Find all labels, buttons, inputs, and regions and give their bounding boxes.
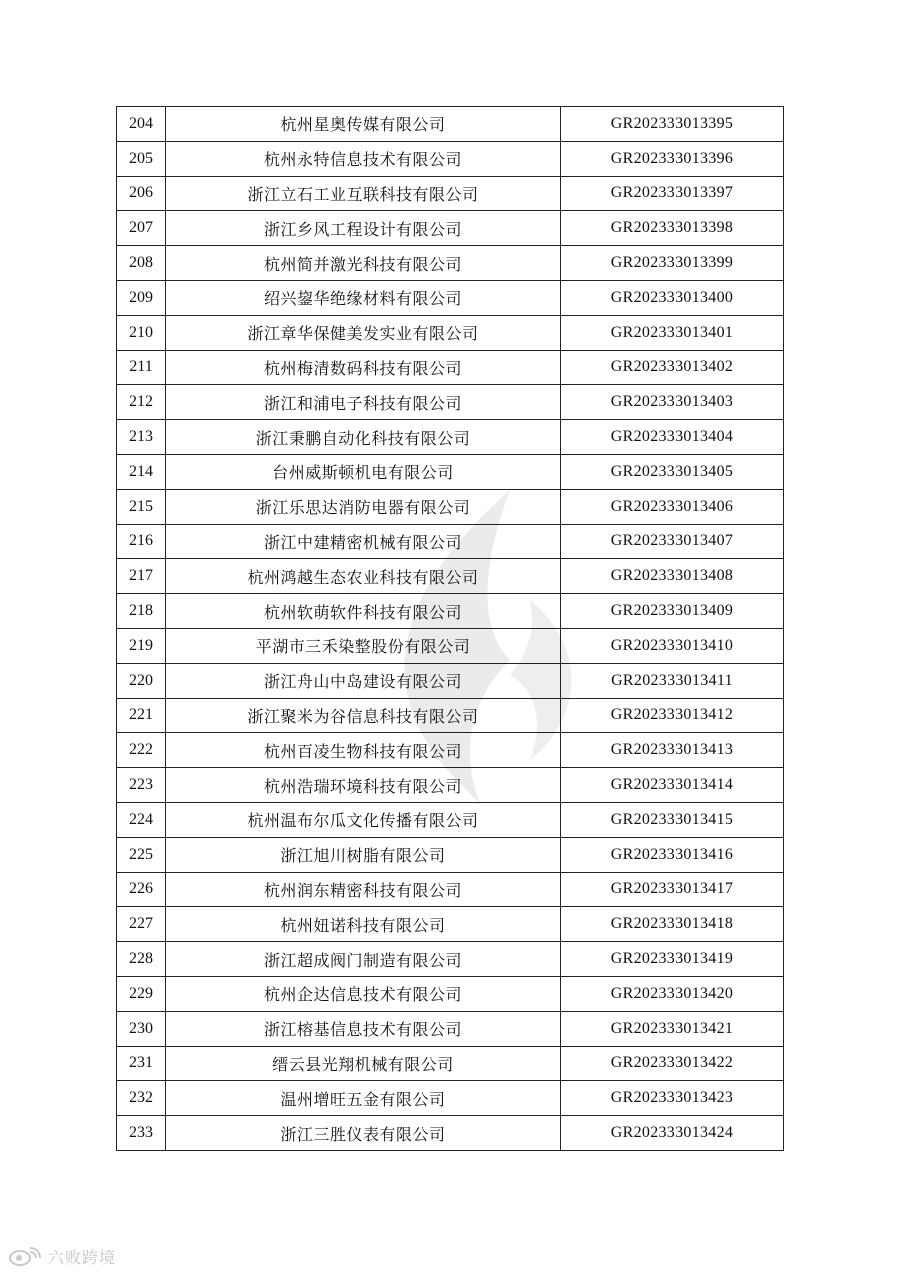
table-row <box>117 733 784 768</box>
table-row <box>117 385 784 420</box>
certificate-number: GR202333013411 <box>561 663 784 698</box>
table-row <box>117 524 784 559</box>
certificate-number: GR202333013397 <box>561 176 784 211</box>
certificate-number: GR202333013407 <box>561 524 784 559</box>
row-number: 222 <box>117 733 166 768</box>
company-name: 杭州星奥传媒有限公司 <box>166 107 561 142</box>
certificate-number: GR202333013398 <box>561 211 784 246</box>
table-row <box>117 489 784 524</box>
company-registry-table <box>116 106 784 1151</box>
company-name: 浙江聚米为谷信息科技有限公司 <box>166 698 561 733</box>
certificate-number: GR202333013395 <box>561 107 784 142</box>
row-number: 220 <box>117 663 166 698</box>
company-name: 浙江旭川树脂有限公司 <box>166 837 561 872</box>
company-name: 杭州润东精密科技有限公司 <box>166 872 561 907</box>
company-name: 杭州永特信息技术有限公司 <box>166 141 561 176</box>
table-row <box>117 663 784 698</box>
row-number: 232 <box>117 1081 166 1116</box>
row-number: 226 <box>117 872 166 907</box>
certificate-number: GR202333013401 <box>561 315 784 350</box>
table-row <box>117 942 784 977</box>
row-number: 219 <box>117 628 166 663</box>
company-name: 浙江章华保健美发实业有限公司 <box>166 315 561 350</box>
certificate-number: GR202333013420 <box>561 976 784 1011</box>
row-number: 209 <box>117 280 166 315</box>
company-name: 杭州企达信息技术有限公司 <box>166 976 561 1011</box>
row-number: 221 <box>117 698 166 733</box>
certificate-number: GR202333013422 <box>561 1046 784 1081</box>
table-row <box>117 350 784 385</box>
company-name: 浙江榕基信息技术有限公司 <box>166 1011 561 1046</box>
certificate-number: GR202333013424 <box>561 1116 784 1151</box>
certificate-number: GR202333013414 <box>561 768 784 803</box>
table-row <box>117 1011 784 1046</box>
row-number: 212 <box>117 385 166 420</box>
table-row <box>117 246 784 281</box>
certificate-number: GR202333013405 <box>561 454 784 489</box>
certificate-number: GR202333013423 <box>561 1081 784 1116</box>
certificate-number: GR202333013416 <box>561 837 784 872</box>
row-number: 206 <box>117 176 166 211</box>
row-number: 225 <box>117 837 166 872</box>
table-row <box>117 315 784 350</box>
row-number: 214 <box>117 454 166 489</box>
company-name: 浙江秉鹏自动化科技有限公司 <box>166 420 561 455</box>
certificate-number: GR202333013400 <box>561 280 784 315</box>
table-row <box>117 1046 784 1081</box>
table-row <box>117 802 784 837</box>
row-number: 215 <box>117 489 166 524</box>
row-number: 224 <box>117 802 166 837</box>
table-row <box>117 280 784 315</box>
certificate-number: GR202333013409 <box>561 594 784 629</box>
table-row <box>117 141 784 176</box>
certificate-number: GR202333013412 <box>561 698 784 733</box>
table-row <box>117 1116 784 1151</box>
table-row <box>117 976 784 1011</box>
table-row <box>117 698 784 733</box>
company-name: 浙江和浦电子科技有限公司 <box>166 385 561 420</box>
table-row <box>117 837 784 872</box>
row-number: 207 <box>117 211 166 246</box>
table-row <box>117 420 784 455</box>
table-row <box>117 176 784 211</box>
row-number: 216 <box>117 524 166 559</box>
table-row <box>117 454 784 489</box>
company-name: 杭州梅清数码科技有限公司 <box>166 350 561 385</box>
company-name: 浙江乡风工程设计有限公司 <box>166 211 561 246</box>
certificate-number: GR202333013396 <box>561 141 784 176</box>
row-number: 208 <box>117 246 166 281</box>
row-number: 217 <box>117 559 166 594</box>
certificate-number: GR202333013417 <box>561 872 784 907</box>
row-number: 218 <box>117 594 166 629</box>
certificate-number: GR202333013399 <box>561 246 784 281</box>
table-row <box>117 594 784 629</box>
table-body <box>117 107 784 1151</box>
company-name: 杭州浩瑞环境科技有限公司 <box>166 768 561 803</box>
certificate-number: GR202333013403 <box>561 385 784 420</box>
company-name: 浙江三胜仪表有限公司 <box>166 1116 561 1151</box>
row-number: 205 <box>117 141 166 176</box>
row-number: 229 <box>117 976 166 1011</box>
row-number: 223 <box>117 768 166 803</box>
company-name: 浙江超成阀门制造有限公司 <box>166 942 561 977</box>
footer-watermark <box>8 1242 116 1270</box>
company-name: 台州威斯顿机电有限公司 <box>166 454 561 489</box>
company-name: 杭州温布尔瓜文化传播有限公司 <box>166 802 561 837</box>
row-number: 233 <box>117 1116 166 1151</box>
certificate-number: GR202333013408 <box>561 559 784 594</box>
table-row <box>117 559 784 594</box>
company-name: 杭州简并激光科技有限公司 <box>166 246 561 281</box>
certificate-number: GR202333013406 <box>561 489 784 524</box>
row-number: 230 <box>117 1011 166 1046</box>
certificate-number: GR202333013419 <box>561 942 784 977</box>
company-name: 缙云县光翔机械有限公司 <box>166 1046 561 1081</box>
company-name: 平湖市三禾染整股份有限公司 <box>166 628 561 663</box>
company-name: 杭州软萌软件科技有限公司 <box>166 594 561 629</box>
row-number: 204 <box>117 107 166 142</box>
footer-watermark-text: 六败跨境 <box>48 1247 117 1267</box>
table-row <box>117 872 784 907</box>
certificate-number: GR202333013421 <box>561 1011 784 1046</box>
company-name: 浙江乐思达消防电器有限公司 <box>166 489 561 524</box>
company-name: 杭州百凌生物科技有限公司 <box>166 733 561 768</box>
table-row <box>117 1081 784 1116</box>
certificate-number: GR202333013410 <box>561 628 784 663</box>
certificate-number: GR202333013418 <box>561 907 784 942</box>
table-row <box>117 628 784 663</box>
company-name: 绍兴鋆华绝缘材料有限公司 <box>166 280 561 315</box>
company-name: 杭州鸿越生态农业科技有限公司 <box>166 559 561 594</box>
certificate-number: GR202333013402 <box>561 350 784 385</box>
table-row <box>117 211 784 246</box>
certificate-number: GR202333013404 <box>561 420 784 455</box>
company-name: 浙江舟山中岛建设有限公司 <box>166 663 561 698</box>
row-number: 227 <box>117 907 166 942</box>
company-name: 温州增旺五金有限公司 <box>166 1081 561 1116</box>
certificate-number: GR202333013415 <box>561 802 784 837</box>
table-row <box>117 907 784 942</box>
row-number: 228 <box>117 942 166 977</box>
weibo-logo-icon <box>8 1244 44 1268</box>
certificate-number: GR202333013413 <box>561 733 784 768</box>
row-number: 211 <box>117 350 166 385</box>
table-row <box>117 107 784 142</box>
company-name: 杭州妞诺科技有限公司 <box>166 907 561 942</box>
row-number: 231 <box>117 1046 166 1081</box>
company-name: 浙江立石工业互联科技有限公司 <box>166 176 561 211</box>
company-name: 浙江中建精密机械有限公司 <box>166 524 561 559</box>
row-number: 210 <box>117 315 166 350</box>
table-row <box>117 768 784 803</box>
row-number: 213 <box>117 420 166 455</box>
